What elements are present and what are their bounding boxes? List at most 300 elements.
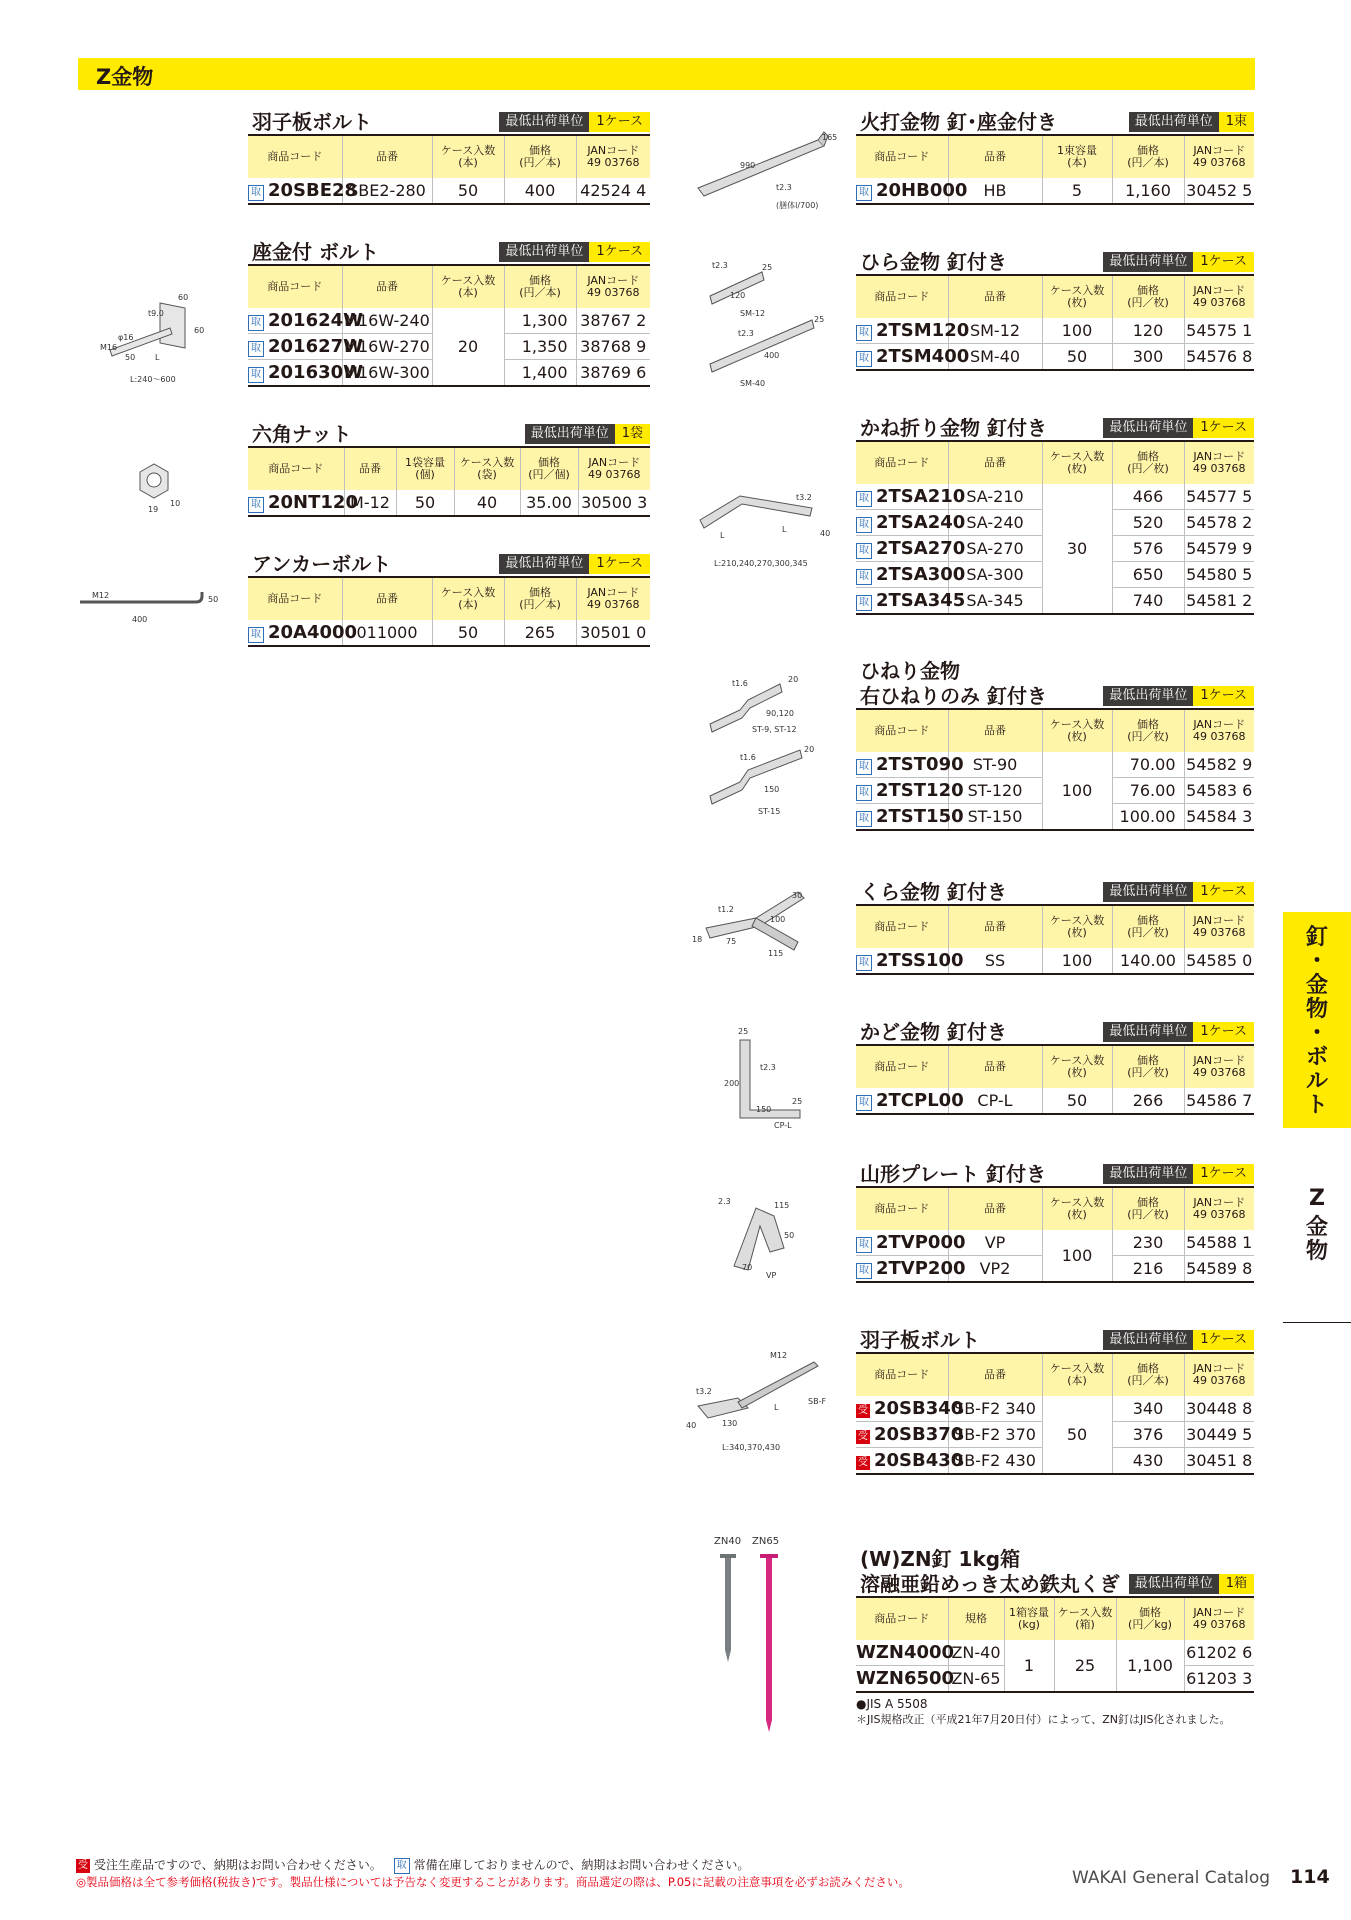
habuita-bolt-illustration [678, 1346, 838, 1466]
table-row [856, 752, 1254, 778]
table-row [856, 1396, 1254, 1422]
dim-label: t2.3 [776, 183, 792, 192]
dim-label: 50 [784, 1231, 795, 1240]
section-title: くら金物 釘付き [860, 880, 1007, 904]
stock-mark: 取 [856, 325, 872, 341]
col-header: ケース入数 (本) [432, 135, 504, 178]
price-cell: 1,100 [1116, 1640, 1184, 1692]
dim-label: SB-F [808, 1397, 827, 1406]
dim-label: φ16 [118, 333, 134, 342]
col-header: 商品コード [856, 135, 948, 178]
col-header: 品番 [342, 577, 432, 620]
price-cell: 466 [1112, 484, 1184, 510]
table-header-row [248, 135, 650, 178]
dim-label: 150 [764, 785, 780, 794]
case-qty-cell: 50 [432, 620, 504, 646]
dim-label: t3.2 [796, 493, 812, 502]
min-unit-badge: 最低出荷単位 1ケース [1103, 1164, 1254, 1184]
table-header-row [856, 1045, 1254, 1088]
dim-label: 25 [738, 1027, 749, 1036]
product-code-cell: 取 2TST120 [856, 778, 948, 804]
jan-cell: 54585 0 [1184, 948, 1254, 974]
col-header: JANコード 49 03768 [1184, 1187, 1254, 1230]
product-table [856, 708, 1254, 831]
product-code-cell: 取 2TSS100 [856, 948, 948, 974]
table-row [856, 1230, 1254, 1256]
col-header: 商品コード [856, 1353, 948, 1396]
col-header: JANコード 49 03768 [578, 447, 650, 490]
dim-label: t1.6 [740, 753, 756, 762]
price-cell: 230 [1112, 1230, 1184, 1256]
table-header-row [248, 577, 650, 620]
jan-cell: 61203 3 [1184, 1666, 1254, 1693]
table-row [248, 620, 650, 646]
col-header: 品番 [342, 265, 432, 308]
dim-label: 50 [208, 595, 219, 604]
jan-cell: 54586 7 [1184, 1088, 1254, 1114]
product-yamagata [856, 1158, 1254, 1283]
part-number-cell: SB-F2 430 [948, 1448, 1042, 1475]
stock-mark: 取 [856, 1095, 872, 1111]
price-cell: 1,160 [1112, 178, 1184, 204]
price-cell: 120 [1112, 318, 1184, 344]
col-header: 商品コード [856, 1187, 948, 1230]
section-title: 座金付 ボルト [252, 240, 379, 264]
col-header: 商品コード [248, 135, 342, 178]
col-header: 規格 [948, 1597, 1004, 1640]
col-header: 価格 (円／本) [504, 265, 576, 308]
dim-label: 25 [792, 1097, 803, 1106]
product-code-cell: 取 201630W [248, 360, 342, 387]
product-hineri [856, 658, 1254, 831]
product-code-cell: 取 20SBE28 [248, 178, 342, 204]
side-sub-char: Z [1309, 1186, 1325, 1211]
dim-label: 120 [730, 291, 746, 300]
case-qty-cell: 50 [432, 178, 504, 204]
product-code-cell: 取 2TSA240 [856, 510, 948, 536]
bundle-qty-cell: 5 [1042, 178, 1112, 204]
jan-cell: 38768 9 [576, 334, 650, 360]
product-code-cell: 取 2TSA300 [856, 562, 948, 588]
product-code-cell: 取 201624W [248, 308, 342, 334]
col-header: ケース入数 (箱) [1054, 1597, 1116, 1640]
table-header-row [856, 1353, 1254, 1396]
made-to-order-mark: 受 [858, 1457, 868, 1468]
product-code-cell: 取 20NT120 [248, 490, 344, 516]
part-number-cell: SS [948, 948, 1042, 974]
section-title: (W)ZN釘 1kg箱 [860, 1547, 1021, 1571]
jan-cell: 54583 6 [1184, 778, 1254, 804]
jan-cell: 54576 8 [1184, 344, 1254, 371]
col-header: 価格 (円／kg) [1116, 1597, 1184, 1640]
col-header: 価格 (円／枚) [1112, 905, 1184, 948]
product-habuita-bolt-2 [856, 1324, 1254, 1475]
dim-label: L:210,240,270,300,345 [714, 559, 808, 568]
dim-label: 100 [770, 915, 786, 924]
part-number-cell: SA-270 [948, 536, 1042, 562]
product-hiuchi [856, 106, 1254, 205]
col-header: JANコード 49 03768 [1184, 905, 1254, 948]
side-tab-char: 釘 [1305, 925, 1328, 950]
dim-label: 20 [804, 745, 815, 754]
dim-label: L [774, 1403, 779, 1412]
table-row [856, 178, 1254, 204]
col-header: 商品コード [248, 447, 344, 490]
dim-label: t2.3 [738, 329, 754, 338]
dim-label: 75 [726, 937, 737, 946]
stock-mark: 取 [856, 491, 872, 507]
case-qty-cell: 20 [432, 308, 504, 386]
dim-label: 90,120 [766, 709, 794, 718]
stock-mark: 取 [856, 955, 872, 971]
dim-label: L:240〜600 [130, 375, 176, 384]
col-header: 商品コード [856, 905, 948, 948]
section-header-bar [78, 58, 1255, 90]
price-cell: 35.00 [520, 490, 578, 516]
product-code-cell: 取 2TST090 [856, 752, 948, 778]
table-row [856, 484, 1254, 510]
case-qty-cell: 25 [1054, 1640, 1116, 1692]
col-header: 価格 (円／本) [1112, 135, 1184, 178]
col-header: ケース入数 (本) [432, 265, 504, 308]
price-cell: 740 [1112, 588, 1184, 615]
section-title: 六角ナット [252, 422, 352, 446]
price-cell: 1,400 [504, 360, 576, 387]
case-qty-cell: 50 [1042, 1396, 1112, 1474]
case-qty-cell: 30 [1042, 484, 1112, 614]
col-header: ケース入数 (本) [1042, 1353, 1112, 1396]
hex-nut-illustration [130, 458, 180, 518]
stock-mark: 取 [856, 185, 872, 201]
product-table [856, 440, 1254, 615]
col-header: 商品コード [856, 709, 948, 752]
min-unit-badge: 最低出荷単位 1箱 [1129, 1574, 1254, 1594]
min-unit-badge: 最低出荷単位 1ケース [499, 112, 650, 132]
table-header-row [856, 905, 1254, 948]
dim-label: 40 [686, 1421, 697, 1430]
part-number-cell: SA-300 [948, 562, 1042, 588]
product-code-cell: 受 20SB430 [856, 1448, 948, 1475]
table-header-row [856, 1597, 1254, 1640]
side-tab-char: 金 [1305, 973, 1328, 998]
jan-cell: 54582 9 [1184, 752, 1254, 778]
price-cell: 576 [1112, 536, 1184, 562]
anchor-bolt-illustration [70, 588, 225, 628]
price-cell: 266 [1112, 1088, 1184, 1114]
col-header: 価格 (円／枚) [1112, 1045, 1184, 1088]
jan-cell: 30448 8 [1184, 1396, 1254, 1422]
col-header: JANコード 49 03768 [1184, 135, 1254, 178]
jan-cell: 42524 4 [576, 178, 650, 204]
part-number-cell: SA-345 [948, 588, 1042, 615]
product-code-cell: 受 20SB340 [856, 1396, 948, 1422]
col-header: 商品コード [856, 441, 948, 484]
stock-mark: 取 [856, 811, 872, 827]
col-header: JANコード 49 03768 [1184, 1045, 1254, 1088]
dim-label: 150 [756, 1105, 772, 1114]
product-code-cell: 取 201627W [248, 334, 342, 360]
table-row [248, 490, 650, 516]
section-header-title: Z金物 [96, 65, 154, 89]
dim-label: 115 [774, 1201, 790, 1210]
table-header-row [856, 709, 1254, 752]
stock-mark: 取 [248, 627, 264, 643]
dim-label: t1.6 [732, 679, 748, 688]
table-header-row [856, 441, 1254, 484]
col-header: 品番 [948, 441, 1042, 484]
dim-label: L:340,370,430 [722, 1443, 781, 1452]
dim-label: 60 [178, 293, 189, 302]
dim-label: 2.3 [718, 1197, 731, 1206]
price-cell: 1,300 [504, 308, 576, 334]
part-number-cell: HB [948, 178, 1042, 204]
side-sub-char: 物 [1305, 1239, 1328, 1264]
dim-label: SM-40 [740, 379, 766, 388]
product-code-cell: 取 2TSM400 [856, 344, 948, 371]
price-cell: 100.00 [1112, 804, 1184, 831]
col-header: 品番 [948, 1045, 1042, 1088]
col-header: 品番 [342, 135, 432, 178]
col-header: 商品コード [856, 275, 948, 318]
kura-illustration [686, 882, 826, 982]
product-code-cell: 取 2TVP200 [856, 1256, 948, 1283]
col-header: ケース入数 (枚) [1042, 905, 1112, 948]
section-title: 山形プレート 釘付き [860, 1162, 1047, 1186]
made-to-order-mark: 受 [858, 1405, 868, 1416]
dim-label: L [720, 531, 725, 540]
stock-mark: 取 [248, 315, 264, 331]
min-unit-badge: 最低出荷単位 1ケース [1103, 686, 1254, 706]
product-code-cell: 取 2TSA210 [856, 484, 948, 510]
made-to-order-mark: 受 [858, 1431, 868, 1442]
product-anchor-bolt [248, 548, 650, 647]
table-header-row [248, 447, 650, 490]
min-unit-badge: 最低出荷単位 1ケース [1103, 1330, 1254, 1350]
price-cell: 70.00 [1112, 752, 1184, 778]
price-cell: 140.00 [1112, 948, 1184, 974]
dim-label: M12 [770, 1351, 788, 1360]
zn-nail-illustration [700, 1532, 800, 1732]
col-header: ケース入数 (袋) [454, 447, 520, 490]
col-header: JANコード 49 03768 [576, 265, 650, 308]
table-header-row [856, 135, 1254, 178]
section-title: かね折り金物 釘付き [860, 416, 1047, 440]
product-code-cell: WZN4000 [856, 1640, 948, 1666]
jan-cell: 54577 5 [1184, 484, 1254, 510]
part-number-cell: SB-F2 340 [948, 1396, 1042, 1422]
dim-label: 18 [692, 935, 703, 944]
section-title: 火打金物 釘･座金付き [860, 110, 1057, 134]
stock-mark: 取 [856, 1263, 872, 1279]
product-code-cell: 取 20HB000 [856, 178, 948, 204]
section-title: 羽子板ボルト [252, 110, 372, 134]
col-header: 1袋容量 (個) [396, 447, 454, 490]
product-kura [856, 876, 1254, 975]
jan-cell: 30451 8 [1184, 1448, 1254, 1475]
footer-price-note: ◎製品価格は全て参考価格(税抜き)です。製品仕様については予告なく変更することがあります。商品選定の際は、P.05に記載の注意事項を必ずお読みください。 [76, 1875, 910, 1889]
part-number-cell: SM-12 [948, 318, 1042, 344]
jan-cell: 30500 3 [578, 490, 650, 516]
product-table [856, 1352, 1254, 1475]
dim-label: 19 [148, 505, 159, 514]
part-number-cell: SB-F2 370 [948, 1422, 1042, 1448]
stock-mark: 取 [856, 785, 872, 801]
jan-cell: 54579 9 [1184, 536, 1254, 562]
price-cell: 340 [1112, 1396, 1184, 1422]
product-zn-nail [856, 1546, 1254, 1727]
case-qty-cell: 50 [1042, 344, 1112, 371]
col-header: ケース入数 (枚) [1042, 1187, 1112, 1230]
case-qty-cell: 100 [1042, 1230, 1112, 1282]
col-header: 品番 [948, 135, 1042, 178]
col-header: 価格 (円／枚) [1112, 275, 1184, 318]
table-row [856, 948, 1254, 974]
price-cell: 300 [1112, 344, 1184, 371]
table-header-row [248, 265, 650, 308]
product-table [856, 134, 1254, 205]
part-number-cell: M16W-300 [342, 360, 432, 387]
col-header: ケース入数 (枚) [1042, 1045, 1112, 1088]
price-cell: 1,350 [504, 334, 576, 360]
col-header: 価格 (円／枚) [1112, 1187, 1184, 1230]
product-habuita-bolt-1 [248, 106, 650, 205]
min-unit-badge: 最低出荷単位 1束 [1129, 112, 1254, 132]
dim-label: t1.2 [718, 905, 734, 914]
col-header: 価格 (円／本) [504, 577, 576, 620]
part-number-cell: ST-90 [948, 752, 1042, 778]
product-code-cell: 取 2TVP000 [856, 1230, 948, 1256]
min-unit-badge: 最低出荷単位 1ケース [499, 242, 650, 262]
side-tab-char: ・ [1305, 1021, 1328, 1046]
side-tab-category[interactable] [1283, 912, 1351, 1128]
col-header: 価格 (円／枚) [1112, 441, 1184, 484]
price-cell: 265 [504, 620, 576, 646]
dim-label: t3.2 [696, 1387, 712, 1396]
spec-cell: ZN-40 [948, 1640, 1004, 1666]
stock-mark: 取 [856, 1237, 872, 1253]
price-cell: 520 [1112, 510, 1184, 536]
dim-label: 50 [125, 353, 136, 362]
dim-label: ST-9, ST-12 [752, 725, 797, 734]
product-kado [856, 1016, 1254, 1115]
min-unit-badge: 最低出荷単位 1ケース [1103, 1022, 1254, 1042]
dim-label: L [155, 353, 160, 362]
dim-label: M16 [100, 343, 118, 352]
table-row [248, 308, 650, 334]
table-row [856, 1640, 1254, 1666]
dim-label: 990 [740, 161, 756, 170]
col-header: 価格 (円／個) [520, 447, 578, 490]
product-table [248, 446, 650, 517]
part-number-cell: M16W-270 [342, 334, 432, 360]
part-number-cell: SA-210 [948, 484, 1042, 510]
part-number-cell: VP2 [948, 1256, 1042, 1283]
stock-mark: 取 [248, 367, 264, 383]
kaneori-illustration [690, 476, 840, 572]
jan-cell: 54581 2 [1184, 588, 1254, 615]
dim-label: 10 [170, 499, 181, 508]
table-header-row [856, 1187, 1254, 1230]
price-cell: 400 [504, 178, 576, 204]
stock-mark: 取 [856, 351, 872, 367]
col-header: 1箱容量 (kg) [1004, 1597, 1054, 1640]
col-header: 品番 [948, 709, 1042, 752]
price-cell: 376 [1112, 1422, 1184, 1448]
kado-illustration [720, 1020, 820, 1130]
col-header: 品番 [948, 275, 1042, 318]
product-code-cell: 取 2TST150 [856, 804, 948, 831]
section-title: アンカーボルト [252, 552, 392, 576]
dim-label: 70 [742, 1263, 753, 1272]
product-code-cell: 取 2TSA345 [856, 588, 948, 615]
col-header: JANコード 49 03768 [1184, 1353, 1254, 1396]
section-subtitle: 右ひねりのみ 釘付き [860, 684, 1047, 708]
part-number-cell: CP-L [948, 1088, 1042, 1114]
stock-mark: 取 [856, 595, 872, 611]
table-row [856, 1088, 1254, 1114]
dim-label: CP-L [774, 1121, 792, 1130]
price-cell: 650 [1112, 562, 1184, 588]
col-header: 商品コード [248, 265, 342, 308]
jan-cell: 54584 3 [1184, 804, 1254, 831]
product-code-cell: 取 2TSA270 [856, 536, 948, 562]
dim-label: t2.3 [712, 261, 728, 270]
dim-label: 400 [764, 351, 780, 360]
case-qty-cell: 100 [1042, 948, 1112, 974]
case-qty-cell: 40 [454, 490, 520, 516]
made-to-order-mark: 受 [78, 1860, 88, 1871]
dim-label: 200 [724, 1079, 740, 1088]
spec-cell: ZN-65 [948, 1666, 1004, 1693]
col-header: JANコード 49 03768 [576, 577, 650, 620]
jan-cell: 30449 5 [1184, 1422, 1254, 1448]
dim-label: L [782, 525, 787, 534]
dim-label: 25 [814, 315, 825, 324]
product-table [248, 264, 650, 387]
jis-revision-note: ＊JIS規格改正（平成21年7月20日付）によって、ZN釘はJIS化されました。 [856, 1713, 1231, 1726]
col-header: JANコード 49 03768 [576, 135, 650, 178]
section-title: かど金物 釘付き [860, 1020, 1007, 1044]
yamagata-illustration [714, 1186, 814, 1286]
zagane-bolt-illustration [90, 288, 215, 388]
side-sub-char: 金 [1305, 1215, 1328, 1240]
col-header: ケース入数 (枚) [1042, 441, 1112, 484]
part-number-cell: SM-40 [948, 344, 1042, 371]
col-header: 商品コード [856, 1045, 948, 1088]
dim-label: ZN65 [752, 1536, 780, 1547]
dim-label: ST-15 [758, 807, 781, 816]
hira-illustration [700, 254, 830, 394]
part-number-cell: ST-150 [948, 804, 1042, 831]
product-code-cell: 取 2TSM120 [856, 318, 948, 344]
col-header: 品番 [344, 447, 396, 490]
dim-label: VP [766, 1271, 777, 1280]
price-cell: 76.00 [1112, 778, 1184, 804]
jan-cell: 38769 6 [576, 360, 650, 387]
box-capacity-cell: 1 [1004, 1640, 1054, 1692]
part-number-cell: SA-240 [948, 510, 1042, 536]
section-title: ひら金物 釘付き [860, 250, 1007, 274]
dim-label: 115 [768, 949, 784, 958]
col-header: ケース入数 (枚) [1042, 275, 1112, 318]
min-unit-badge: 最低出荷単位 1ケース [1103, 252, 1254, 272]
col-header: 価格 (円／枚) [1112, 709, 1184, 752]
dim-label: M12 [92, 591, 110, 600]
dim-label: SM-12 [740, 309, 766, 318]
jan-cell: 30452 5 [1184, 178, 1254, 204]
jan-cell: 38767 2 [576, 308, 650, 334]
table-header-row [856, 275, 1254, 318]
